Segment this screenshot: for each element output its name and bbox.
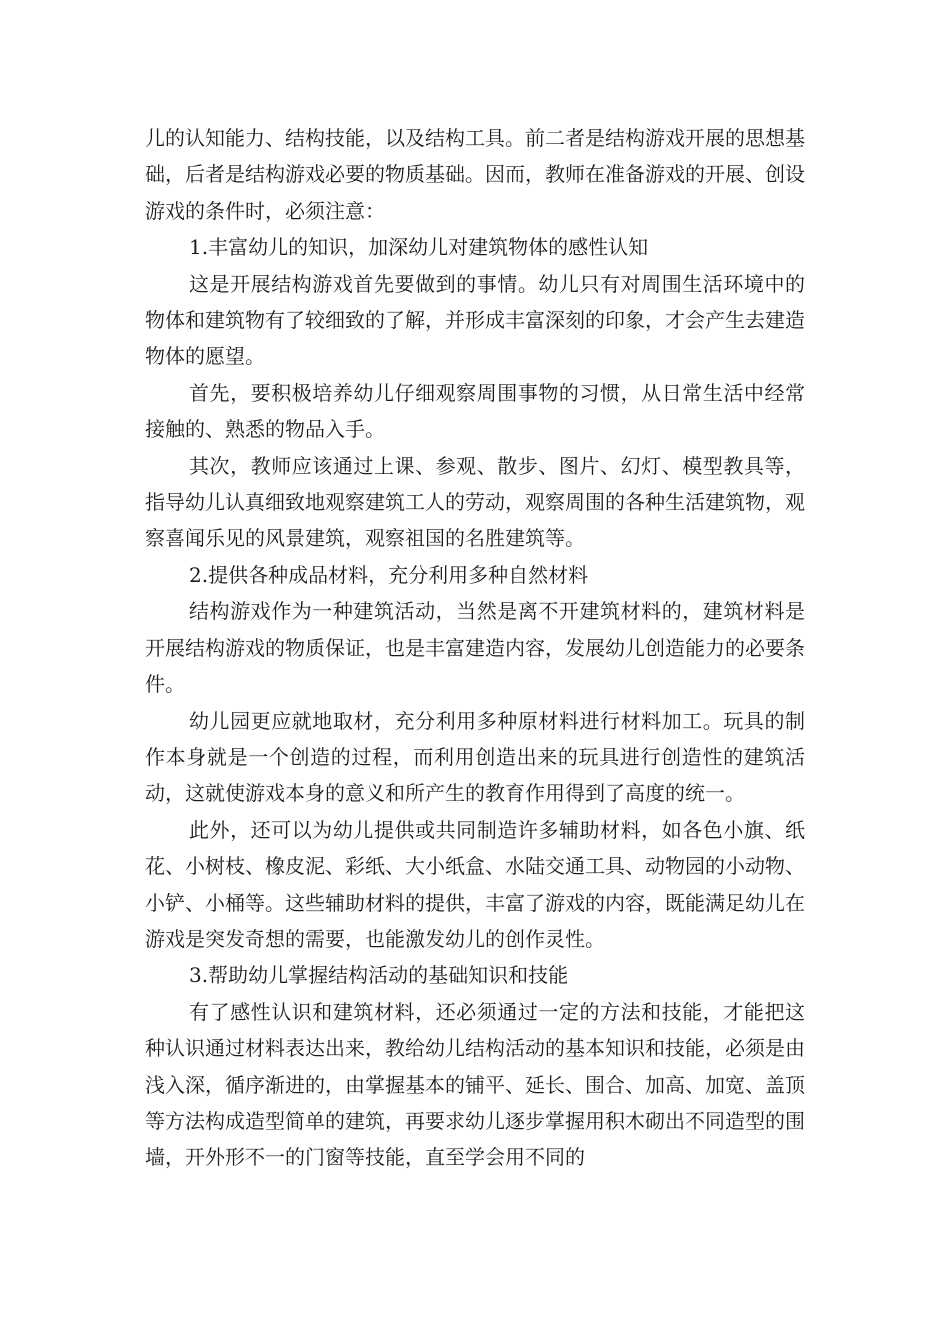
section-heading-1: 1.丰富幼儿的知识，加深幼儿对建筑物体的感性认知 <box>189 235 649 260</box>
paragraph: 结构游戏作为一种建筑活动，当然是离不开建筑材料的，建筑材料是开展结构游戏的物质保证，也是丰富建造内容，发展幼儿创造能力的必要条件。 <box>145 599 805 697</box>
paragraph: 幼儿园更应就地取材，充分利用多种原材料进行材料加工。玩具的制作本身就是一个创造的过程，而利用创造出来的玩具进行创造性的建筑活动，这就使游戏本身的意义和所产生的教育作用得到了高度的统一。 <box>145 708 805 806</box>
paragraph: 此外，还可以为幼儿提供或共同制造许多辅助材料，如各色小旗、纸花、小树枝、橡皮泥、彩纸、大小纸盒、水陆交通工具、动物园的小动物、小铲、小桶等。这些辅助材料的提供，丰富了游戏的内容，既能满足幼儿在游戏是突发奇想的需要，也能激发幼儿的创作灵性。 <box>145 817 805 951</box>
paragraph: 其次，教师应该通过上课、参观、散步、图片、幻灯、模型教具等，指导幼儿认真细致地观察建筑工人的劳动，观察周围的各种生活建筑物，观察喜闻乐见的风景建筑，观察祖国的名胜建筑等。 <box>145 453 805 551</box>
paragraph-continuation: 儿的认知能力、结构技能，以及结构工具。前二者是结构游戏开展的思想基础，后者是结构游戏必要的物质基础。因而，教师在准备游戏的开展、创设游戏的条件时，必须注意： <box>145 126 805 223</box>
section-heading-3: 3.帮助幼儿掌握结构活动的基础知识和技能 <box>189 963 569 988</box>
section-heading-2: 2.提供各种成品材料，充分利用多种自然材料 <box>189 562 589 587</box>
paragraph: 有了感性认识和建筑材料，还必须通过一定的方法和技能，才能把这种认识通过材料表达出来，教给幼儿结构活动的基本知识和技能，必须是由浅入深，循序渐进的，由掌握基本的铺平、延长、围合、加高、加宽、盖顶等方法构成造型简单的建筑，再要求幼儿逐步掌握用积木砌出不同造型的围墙，开外形不一的门窗等技能，直至学会用不同的 <box>145 999 805 1170</box>
document-body <box>145 120 805 1176</box>
paragraph: 首先，要积极培养幼儿仔细观察周围事物的习惯，从日常生活中经常接触的、熟悉的物品入手。 <box>145 380 805 442</box>
paragraph: 这是开展结构游戏首先要做到的事情。幼儿只有对周围生活环境中的物体和建筑物有了较细致的了解，并形成丰富深刻的印象，才会产生去建造物体的愿望。 <box>145 271 805 369</box>
